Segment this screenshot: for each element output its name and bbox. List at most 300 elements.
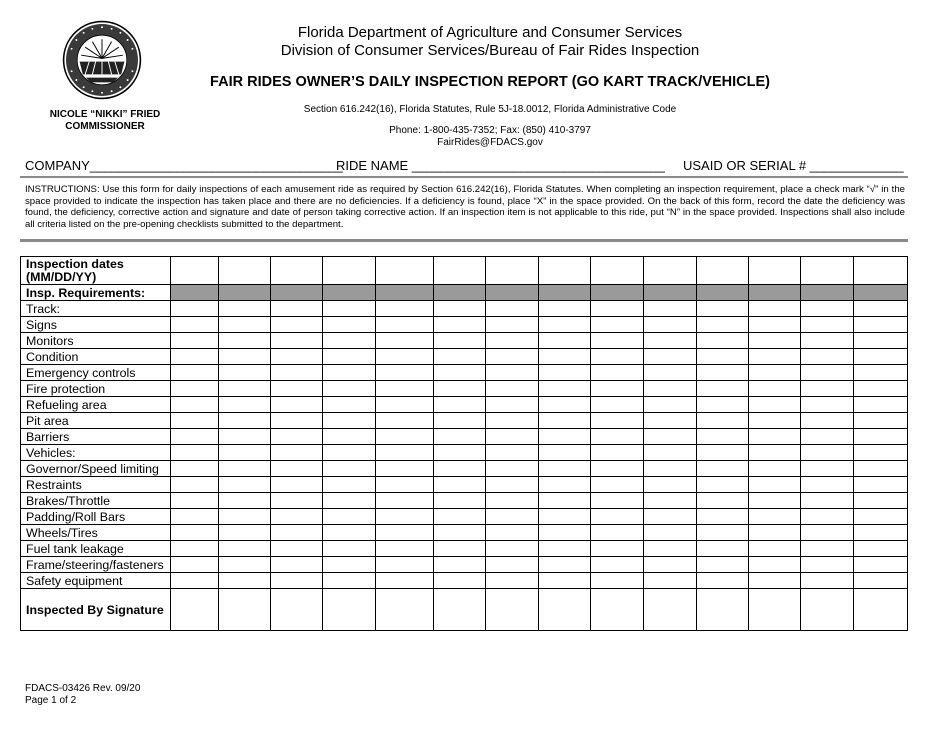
entry-cell bbox=[271, 285, 323, 301]
entry-cell[interactable] bbox=[539, 333, 591, 349]
entry-cell[interactable] bbox=[323, 301, 376, 317]
entry-cell[interactable] bbox=[486, 477, 539, 493]
commissioner-block bbox=[20, 109, 190, 133]
entry-cell[interactable] bbox=[219, 573, 271, 589]
entry-cell[interactable] bbox=[323, 509, 376, 525]
entry-cell[interactable] bbox=[376, 349, 434, 365]
entry-cell[interactable] bbox=[434, 365, 486, 381]
entry-cell[interactable] bbox=[539, 493, 591, 509]
entry-cell[interactable] bbox=[801, 477, 854, 493]
entry-cell[interactable] bbox=[323, 493, 376, 509]
entry-cell[interactable] bbox=[486, 461, 539, 477]
entry-cell[interactable] bbox=[749, 429, 801, 445]
entry-cell[interactable] bbox=[376, 301, 434, 317]
entry-cell[interactable] bbox=[539, 525, 591, 541]
form-number: FDACS-03426 Rev. 09/20 bbox=[25, 683, 141, 694]
row-label: Safety equipment bbox=[21, 573, 171, 589]
entry-cell[interactable] bbox=[486, 525, 539, 541]
entry-cell[interactable] bbox=[749, 301, 801, 317]
entry-cell[interactable] bbox=[749, 461, 801, 477]
entry-cell[interactable] bbox=[801, 541, 854, 557]
entry-cell[interactable] bbox=[591, 589, 644, 631]
entry-cell[interactable] bbox=[591, 429, 644, 445]
entry-cell[interactable] bbox=[854, 349, 908, 365]
entry-cell[interactable] bbox=[323, 525, 376, 541]
entry-cell[interactable] bbox=[171, 477, 219, 493]
entry-cell[interactable] bbox=[271, 525, 323, 541]
entry-cell[interactable] bbox=[801, 461, 854, 477]
entry-cell[interactable] bbox=[171, 509, 219, 525]
entry-cell[interactable] bbox=[697, 541, 749, 557]
entry-cell[interactable] bbox=[854, 461, 908, 477]
entry-cell[interactable] bbox=[323, 381, 376, 397]
entry-cell[interactable] bbox=[323, 557, 376, 573]
entry-cell[interactable] bbox=[219, 541, 271, 557]
entry-cell[interactable] bbox=[171, 317, 219, 333]
form-footer bbox=[25, 683, 140, 707]
entry-cell[interactable] bbox=[539, 445, 591, 461]
entry-cell[interactable] bbox=[171, 365, 219, 381]
entry-cell[interactable] bbox=[854, 429, 908, 445]
entry-cell[interactable] bbox=[644, 397, 697, 413]
entry-cell[interactable] bbox=[854, 413, 908, 429]
entry-cell[interactable] bbox=[434, 429, 486, 445]
entry-cell[interactable] bbox=[271, 461, 323, 477]
entry-cell[interactable] bbox=[539, 397, 591, 413]
entry-cell[interactable] bbox=[854, 573, 908, 589]
entry-cell[interactable] bbox=[539, 557, 591, 573]
entry-cell[interactable] bbox=[434, 257, 486, 285]
entry-cell[interactable] bbox=[591, 493, 644, 509]
entry-cell[interactable] bbox=[376, 493, 434, 509]
entry-cell[interactable] bbox=[486, 333, 539, 349]
entry-cell[interactable] bbox=[539, 317, 591, 333]
entry-cell[interactable] bbox=[376, 477, 434, 493]
entry-cell[interactable] bbox=[591, 365, 644, 381]
entry-cell[interactable] bbox=[219, 525, 271, 541]
entry-cell[interactable] bbox=[539, 461, 591, 477]
entry-cell[interactable] bbox=[323, 397, 376, 413]
entry-cell[interactable] bbox=[271, 589, 323, 631]
entry-cell[interactable] bbox=[801, 317, 854, 333]
entry-cell[interactable] bbox=[376, 365, 434, 381]
entry-cell[interactable] bbox=[749, 573, 801, 589]
entry-cell[interactable] bbox=[171, 589, 219, 631]
entry-cell[interactable] bbox=[539, 301, 591, 317]
entry-cell[interactable] bbox=[591, 445, 644, 461]
entry-cell[interactable] bbox=[219, 557, 271, 573]
entry-cell[interactable] bbox=[171, 557, 219, 573]
entry-cell[interactable] bbox=[271, 541, 323, 557]
entry-cell[interactable] bbox=[486, 397, 539, 413]
entry-cell[interactable] bbox=[376, 257, 434, 285]
entry-cell[interactable] bbox=[434, 573, 486, 589]
entry-cell[interactable] bbox=[539, 589, 591, 631]
entry-cell[interactable] bbox=[644, 429, 697, 445]
entry-cell[interactable] bbox=[801, 381, 854, 397]
entry-cell[interactable] bbox=[486, 509, 539, 525]
entry-cell[interactable] bbox=[219, 509, 271, 525]
entry-cell[interactable] bbox=[486, 445, 539, 461]
entry-cell[interactable] bbox=[591, 525, 644, 541]
entry-cell[interactable] bbox=[486, 301, 539, 317]
entry-cell[interactable] bbox=[323, 461, 376, 477]
entry-cell[interactable] bbox=[323, 317, 376, 333]
entry-cell[interactable] bbox=[271, 381, 323, 397]
entry-cell[interactable] bbox=[801, 365, 854, 381]
entry-cell[interactable] bbox=[749, 397, 801, 413]
entry-cell[interactable] bbox=[591, 301, 644, 317]
entry-cell[interactable] bbox=[697, 589, 749, 631]
entry-cell[interactable] bbox=[376, 397, 434, 413]
entry-cell[interactable] bbox=[697, 445, 749, 461]
entry-cell[interactable] bbox=[486, 429, 539, 445]
entry-cell[interactable] bbox=[697, 301, 749, 317]
entry-cell[interactable] bbox=[171, 541, 219, 557]
entry-cell[interactable] bbox=[801, 445, 854, 461]
entry-cell[interactable] bbox=[434, 413, 486, 429]
entry-cell[interactable] bbox=[749, 333, 801, 349]
entry-cell[interactable] bbox=[219, 365, 271, 381]
entry-cell[interactable] bbox=[801, 349, 854, 365]
entry-cell[interactable] bbox=[271, 573, 323, 589]
entry-cell[interactable] bbox=[644, 445, 697, 461]
entry-cell[interactable] bbox=[591, 413, 644, 429]
entry-cell[interactable] bbox=[801, 413, 854, 429]
entry-cell[interactable] bbox=[171, 301, 219, 317]
entry-cell[interactable] bbox=[171, 493, 219, 509]
entry-cell[interactable] bbox=[539, 349, 591, 365]
entry-cell[interactable] bbox=[644, 381, 697, 397]
entry-cell[interactable] bbox=[434, 525, 486, 541]
entry-cell[interactable] bbox=[323, 541, 376, 557]
entry-cell[interactable] bbox=[271, 477, 323, 493]
entry-cell[interactable] bbox=[376, 589, 434, 631]
entry-cell[interactable] bbox=[749, 317, 801, 333]
entry-cell[interactable] bbox=[434, 557, 486, 573]
entry-cell[interactable] bbox=[644, 477, 697, 493]
entry-cell[interactable] bbox=[697, 429, 749, 445]
entry-cell[interactable] bbox=[539, 429, 591, 445]
entry-cell[interactable] bbox=[219, 333, 271, 349]
entry-cell[interactable] bbox=[749, 365, 801, 381]
entry-cell[interactable] bbox=[854, 365, 908, 381]
entry-cell[interactable] bbox=[801, 333, 854, 349]
entry-cell bbox=[697, 285, 749, 301]
entry-cell[interactable] bbox=[376, 573, 434, 589]
entry-cell[interactable] bbox=[434, 509, 486, 525]
entry-cell[interactable] bbox=[486, 257, 539, 285]
entry-cell[interactable] bbox=[376, 429, 434, 445]
entry-cell[interactable] bbox=[644, 413, 697, 429]
entry-cell[interactable] bbox=[271, 301, 323, 317]
entry-cell[interactable] bbox=[854, 493, 908, 509]
ride-name-field[interactable]: RIDE NAME ___________________________________ bbox=[336, 158, 665, 173]
entry-cell[interactable] bbox=[171, 397, 219, 413]
entry-cell[interactable] bbox=[749, 349, 801, 365]
entry-cell[interactable] bbox=[434, 301, 486, 317]
entry-cell[interactable] bbox=[486, 541, 539, 557]
entry-cell[interactable] bbox=[801, 573, 854, 589]
entry-cell[interactable] bbox=[376, 541, 434, 557]
entry-cell[interactable] bbox=[219, 397, 271, 413]
entry-cell[interactable] bbox=[854, 257, 908, 285]
entry-cell bbox=[219, 285, 271, 301]
entry-cell[interactable] bbox=[271, 509, 323, 525]
entry-cell[interactable] bbox=[749, 477, 801, 493]
entry-cell[interactable] bbox=[539, 381, 591, 397]
entry-cell[interactable] bbox=[697, 573, 749, 589]
entry-cell[interactable] bbox=[801, 589, 854, 631]
entry-cell[interactable] bbox=[854, 589, 908, 631]
entry-cell[interactable] bbox=[749, 445, 801, 461]
entry-cell[interactable] bbox=[434, 333, 486, 349]
entry-cell[interactable] bbox=[591, 509, 644, 525]
entry-cell[interactable] bbox=[697, 333, 749, 349]
entry-cell[interactable] bbox=[644, 589, 697, 631]
entry-cell[interactable] bbox=[644, 557, 697, 573]
entry-cell[interactable] bbox=[323, 445, 376, 461]
entry-cell[interactable] bbox=[854, 445, 908, 461]
entry-cell[interactable] bbox=[486, 349, 539, 365]
entry-cell[interactable] bbox=[219, 301, 271, 317]
entry-cell[interactable] bbox=[591, 257, 644, 285]
entry-cell[interactable] bbox=[697, 557, 749, 573]
entry-cell[interactable] bbox=[801, 397, 854, 413]
entry-cell[interactable] bbox=[749, 509, 801, 525]
department-header bbox=[240, 24, 740, 60]
entry-cell[interactable] bbox=[434, 493, 486, 509]
entry-cell[interactable] bbox=[219, 445, 271, 461]
entry-cell[interactable] bbox=[854, 525, 908, 541]
entry-cell[interactable] bbox=[434, 445, 486, 461]
entry-cell[interactable] bbox=[854, 477, 908, 493]
entry-cell[interactable] bbox=[749, 557, 801, 573]
entry-cell[interactable] bbox=[591, 477, 644, 493]
entry-cell[interactable] bbox=[591, 541, 644, 557]
entry-cell[interactable] bbox=[171, 349, 219, 365]
usaid-serial-field[interactable]: USAID OR SERIAL # _____________ bbox=[683, 158, 904, 173]
entry-cell[interactable] bbox=[801, 493, 854, 509]
entry-cell[interactable] bbox=[171, 333, 219, 349]
entry-cell[interactable] bbox=[323, 429, 376, 445]
entry-cell[interactable] bbox=[697, 477, 749, 493]
entry-cell[interactable] bbox=[219, 381, 271, 397]
entry-cell[interactable] bbox=[271, 317, 323, 333]
entry-cell[interactable] bbox=[323, 413, 376, 429]
entry-cell[interactable] bbox=[854, 333, 908, 349]
entry-cell[interactable] bbox=[171, 257, 219, 285]
entry-cell[interactable] bbox=[539, 509, 591, 525]
entry-cell[interactable] bbox=[323, 365, 376, 381]
entry-cell[interactable] bbox=[376, 317, 434, 333]
entry-cell[interactable] bbox=[219, 429, 271, 445]
entry-cell[interactable] bbox=[271, 445, 323, 461]
entry-cell[interactable] bbox=[486, 589, 539, 631]
entry-cell[interactable] bbox=[486, 317, 539, 333]
entry-cell[interactable] bbox=[591, 381, 644, 397]
entry-cell[interactable] bbox=[434, 397, 486, 413]
entry-cell[interactable] bbox=[171, 429, 219, 445]
entry-cell[interactable] bbox=[219, 317, 271, 333]
entry-cell[interactable] bbox=[486, 365, 539, 381]
entry-cell[interactable] bbox=[323, 589, 376, 631]
inspection-table bbox=[20, 256, 908, 631]
entry-cell[interactable] bbox=[271, 257, 323, 285]
entry-cell[interactable] bbox=[376, 413, 434, 429]
entry-cell[interactable] bbox=[644, 525, 697, 541]
entry-cell[interactable] bbox=[697, 381, 749, 397]
entry-cell[interactable] bbox=[271, 365, 323, 381]
entry-cell[interactable] bbox=[854, 381, 908, 397]
entry-cell[interactable] bbox=[171, 445, 219, 461]
requirement-row bbox=[21, 445, 908, 461]
entry-cell[interactable] bbox=[434, 317, 486, 333]
entry-cell[interactable] bbox=[854, 541, 908, 557]
entry-cell[interactable] bbox=[697, 413, 749, 429]
entry-cell[interactable] bbox=[486, 557, 539, 573]
entry-cell[interactable] bbox=[434, 541, 486, 557]
entry-cell[interactable] bbox=[323, 477, 376, 493]
entry-cell[interactable] bbox=[323, 257, 376, 285]
entry-cell[interactable] bbox=[644, 301, 697, 317]
entry-cell[interactable] bbox=[644, 573, 697, 589]
entry-cell[interactable] bbox=[271, 429, 323, 445]
entry-cell[interactable] bbox=[801, 429, 854, 445]
divider-top bbox=[20, 176, 908, 178]
entry-cell[interactable] bbox=[854, 509, 908, 525]
entry-cell[interactable] bbox=[171, 381, 219, 397]
company-field[interactable]: COMPANY___________________________________ bbox=[25, 158, 343, 173]
entry-cell[interactable] bbox=[801, 557, 854, 573]
entry-cell[interactable] bbox=[486, 381, 539, 397]
entry-cell[interactable] bbox=[801, 509, 854, 525]
entry-cell[interactable] bbox=[486, 573, 539, 589]
entry-cell[interactable] bbox=[644, 365, 697, 381]
entry-cell[interactable] bbox=[644, 317, 697, 333]
entry-cell[interactable] bbox=[591, 397, 644, 413]
entry-cell[interactable] bbox=[591, 333, 644, 349]
entry-cell[interactable] bbox=[323, 349, 376, 365]
entry-cell[interactable] bbox=[171, 461, 219, 477]
entry-cell[interactable] bbox=[697, 397, 749, 413]
entry-cell[interactable] bbox=[539, 541, 591, 557]
entry-cell[interactable] bbox=[591, 349, 644, 365]
entry-cell[interactable] bbox=[697, 461, 749, 477]
entry-cell[interactable] bbox=[644, 257, 697, 285]
entry-cell[interactable] bbox=[376, 461, 434, 477]
entry-cell[interactable] bbox=[644, 461, 697, 477]
entry-cell[interactable] bbox=[376, 509, 434, 525]
entry-cell[interactable] bbox=[644, 509, 697, 525]
entry-cell[interactable] bbox=[219, 589, 271, 631]
entry-cell[interactable] bbox=[486, 413, 539, 429]
entry-cell[interactable] bbox=[644, 541, 697, 557]
entry-cell[interactable] bbox=[697, 509, 749, 525]
entry-cell[interactable] bbox=[219, 477, 271, 493]
entry-cell[interactable] bbox=[323, 333, 376, 349]
entry-cell[interactable] bbox=[644, 493, 697, 509]
entry-cell[interactable] bbox=[697, 317, 749, 333]
entry-cell[interactable] bbox=[539, 573, 591, 589]
entry-cell[interactable] bbox=[271, 557, 323, 573]
entry-cell[interactable] bbox=[376, 557, 434, 573]
entry-cell[interactable] bbox=[697, 349, 749, 365]
entry-cell[interactable] bbox=[749, 413, 801, 429]
entry-cell[interactable] bbox=[854, 557, 908, 573]
entry-cell[interactable] bbox=[697, 365, 749, 381]
entry-cell[interactable] bbox=[644, 349, 697, 365]
entry-cell[interactable] bbox=[591, 573, 644, 589]
entry-cell[interactable] bbox=[539, 257, 591, 285]
entry-cell[interactable] bbox=[171, 573, 219, 589]
entry-cell[interactable] bbox=[749, 381, 801, 397]
entry-cell[interactable] bbox=[854, 301, 908, 317]
entry-cell[interactable] bbox=[697, 493, 749, 509]
entry-cell bbox=[801, 285, 854, 301]
entry-cell[interactable] bbox=[219, 349, 271, 365]
entry-cell[interactable] bbox=[271, 397, 323, 413]
entry-cell[interactable] bbox=[434, 589, 486, 631]
entry-cell[interactable] bbox=[271, 333, 323, 349]
entry-cell[interactable] bbox=[644, 333, 697, 349]
entry-cell[interactable] bbox=[271, 349, 323, 365]
entry-cell[interactable] bbox=[854, 317, 908, 333]
entry-cell[interactable] bbox=[749, 257, 801, 285]
entry-cell[interactable] bbox=[539, 365, 591, 381]
entry-cell[interactable] bbox=[434, 381, 486, 397]
entry-cell[interactable] bbox=[219, 461, 271, 477]
entry-cell[interactable] bbox=[749, 589, 801, 631]
entry-cell[interactable] bbox=[219, 257, 271, 285]
entry-cell[interactable] bbox=[591, 461, 644, 477]
entry-cell[interactable] bbox=[749, 525, 801, 541]
entry-cell[interactable] bbox=[376, 333, 434, 349]
entry-cell[interactable] bbox=[434, 349, 486, 365]
entry-cell[interactable] bbox=[539, 477, 591, 493]
entry-cell[interactable] bbox=[749, 493, 801, 509]
entry-cell[interactable] bbox=[271, 493, 323, 509]
entry-cell[interactable] bbox=[749, 541, 801, 557]
requirement-row bbox=[21, 573, 908, 589]
entry-cell[interactable] bbox=[486, 493, 539, 509]
entry-cell[interactable] bbox=[376, 445, 434, 461]
requirement-row bbox=[21, 525, 908, 541]
entry-cell[interactable] bbox=[591, 557, 644, 573]
row-label: Inspection dates (MM/DD/YY) bbox=[21, 257, 171, 285]
entry-cell[interactable] bbox=[801, 257, 854, 285]
entry-cell[interactable] bbox=[697, 525, 749, 541]
entry-cell bbox=[591, 285, 644, 301]
entry-cell[interactable] bbox=[271, 413, 323, 429]
entry-cell[interactable] bbox=[219, 413, 271, 429]
entry-cell[interactable] bbox=[591, 317, 644, 333]
entry-cell[interactable] bbox=[801, 525, 854, 541]
contact-info bbox=[290, 125, 690, 149]
entry-cell[interactable] bbox=[854, 397, 908, 413]
entry-cell[interactable] bbox=[171, 413, 219, 429]
entry-cell[interactable] bbox=[219, 493, 271, 509]
entry-cell[interactable] bbox=[376, 381, 434, 397]
entry-cell[interactable] bbox=[171, 525, 219, 541]
entry-cell[interactable] bbox=[801, 301, 854, 317]
entry-cell[interactable] bbox=[434, 461, 486, 477]
entry-cell[interactable] bbox=[323, 573, 376, 589]
entry-cell[interactable] bbox=[434, 477, 486, 493]
entry-cell[interactable] bbox=[376, 525, 434, 541]
entry-cell[interactable] bbox=[697, 257, 749, 285]
entry-cell[interactable] bbox=[539, 413, 591, 429]
